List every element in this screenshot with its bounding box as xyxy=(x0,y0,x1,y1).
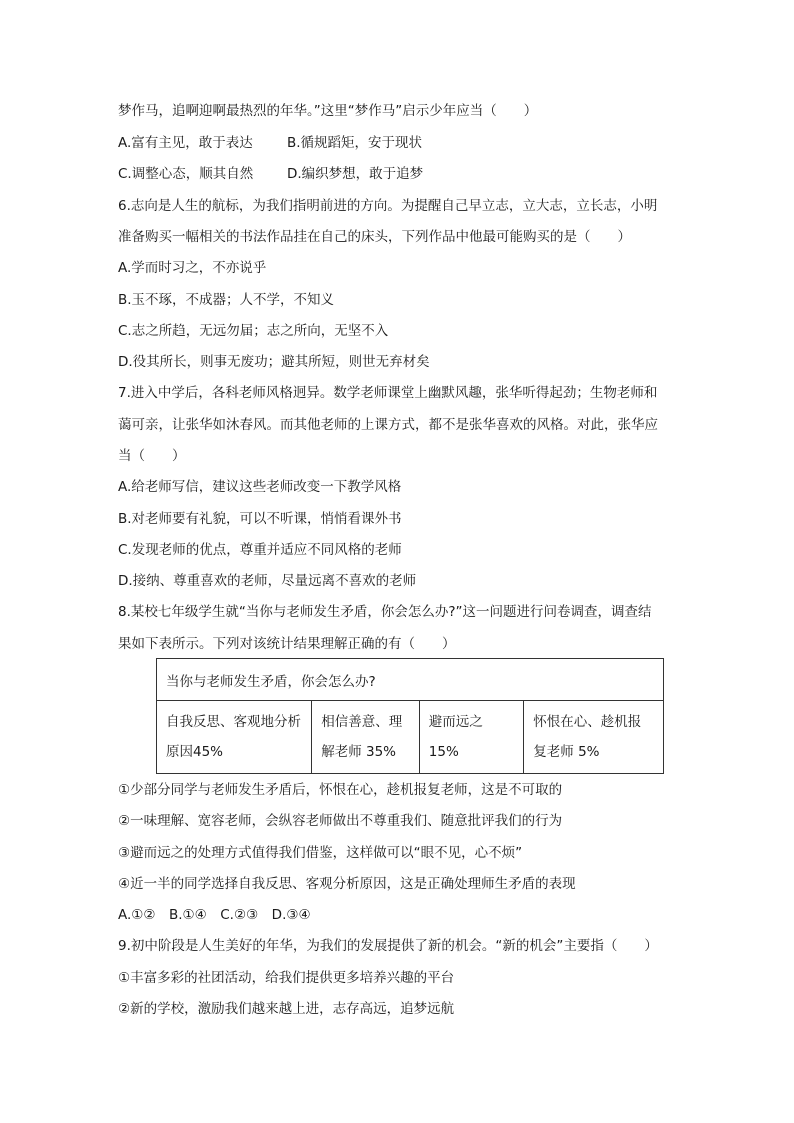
q6-stem-line2: 准备购买一幅相关的书法作品挂在自己的床头，下列作品中他最可能购买的是（ ） xyxy=(118,229,631,245)
q5-option-b: B.循规蹈矩，安于现状 xyxy=(287,135,423,151)
q6-stem-line1: 6.志向是人生的航标，为我们指明前进的方向。为提醒自己早立志，立大志，立长志，小明 xyxy=(118,198,658,214)
q7-stem-line3: 当（ ） xyxy=(118,448,186,464)
q8-stem-line1: 8.某校七年级学生就“当你与老师发生矛盾，你会怎么办?”这一问题进行问卷调查，调查结 xyxy=(118,604,652,620)
q8-options: A.①② B.①④ C.②③ D.③④ xyxy=(118,907,311,923)
q6-option-a: A.学而时习之，不亦说乎 xyxy=(118,260,267,276)
q9-statement-2: ②新的学校，激励我们越来越上进，志存高远，追梦远航 xyxy=(118,1001,455,1017)
q8-statement-4: ④近一半的同学选择自我反思、客观分析原因，这是正确处理师生矛盾的表现 xyxy=(118,876,576,892)
cell-text: 原因45% xyxy=(166,744,224,760)
q7-option-c: C.发现老师的优点，尊重并适应不同风格的老师 xyxy=(118,542,402,558)
q8-statement-1: ①少部分同学与老师发生矛盾后，怀恨在心，趁机报复老师，这是不可取的 xyxy=(118,782,563,798)
cell-text: 怀恨在心、趁机报 xyxy=(533,714,642,730)
cell-text: 避而远之 15% xyxy=(428,714,483,760)
cell-text: 解老师 35% xyxy=(321,744,397,760)
q7-stem-line1: 7.进入中学后，各科老师风格迥异。数学老师课堂上幽默风趣，张华听得起劲；生物老师和 xyxy=(118,385,658,401)
q8-statement-3: ③避而远之的处理方式值得我们借鉴，这样做可以“眼不见，心不烦” xyxy=(118,845,523,861)
survey-cell-reflect xyxy=(157,701,312,774)
q7-option-a: A.给老师写信，建议这些老师改变一下教学风格 xyxy=(118,479,402,495)
q8-statement-2: ②一味理解、宽容老师，会纵容老师做出不尊重我们、随意批评我们的行为 xyxy=(118,813,563,829)
q6-option-c: C.志之所趋，无远勿届；志之所向，无坚不入 xyxy=(118,323,389,339)
survey-cell-revenge xyxy=(524,701,664,774)
cell-text: 相信善意、理 xyxy=(321,714,403,730)
survey-cell-avoid xyxy=(419,701,524,774)
q8-stem-line2: 果如下表所示。下列对该统计结果理解正确的有（ ） xyxy=(118,636,456,652)
survey-cell-understand xyxy=(312,701,420,774)
cell-text: 复老师 5% xyxy=(533,744,600,760)
q7-stem-line2: 蔼可亲，让张华如沐春风。而其他老师的上课方式，都不是张华喜欢的风格。对此，张华应 xyxy=(118,417,658,433)
q6-option-b: B.玉不琢，不成器；人不学，不知义 xyxy=(118,292,335,308)
q5-option-d: D.编织梦想，敢于追梦 xyxy=(287,166,424,182)
q9-statement-1: ①丰富多彩的社团活动，给我们提供更多培养兴趣的平台 xyxy=(118,970,455,986)
survey-table-header: 当你与老师发生矛盾，你会怎么办? xyxy=(157,659,664,701)
q6-option-d: D.役其所长，则事无废功；避其所短，则世无弃材矣 xyxy=(118,354,430,370)
q5-option-c: C.调整心态，顺其自然 xyxy=(118,166,254,182)
q7-option-b: B.对老师要有礼貌，可以不听课，悄悄看课外书 xyxy=(118,511,402,527)
q5-stem-tail: 梦作马，追啊迎啊最热烈的年华。”这里“梦作马”启示少年应当（ ） xyxy=(118,103,538,119)
q9-stem-line1: 9.初中阶段是人生美好的年华，为我们的发展提供了新的机会。“新的机会”主要指（ ） xyxy=(118,938,658,954)
survey-table xyxy=(156,658,664,774)
q5-option-a: A.富有主见，敢于表达 xyxy=(118,135,253,151)
cell-text: 自我反思、客观地分析 xyxy=(166,714,301,730)
q7-option-d: D.接纳、尊重喜欢的老师，尽量远离不喜欢的老师 xyxy=(118,573,417,589)
